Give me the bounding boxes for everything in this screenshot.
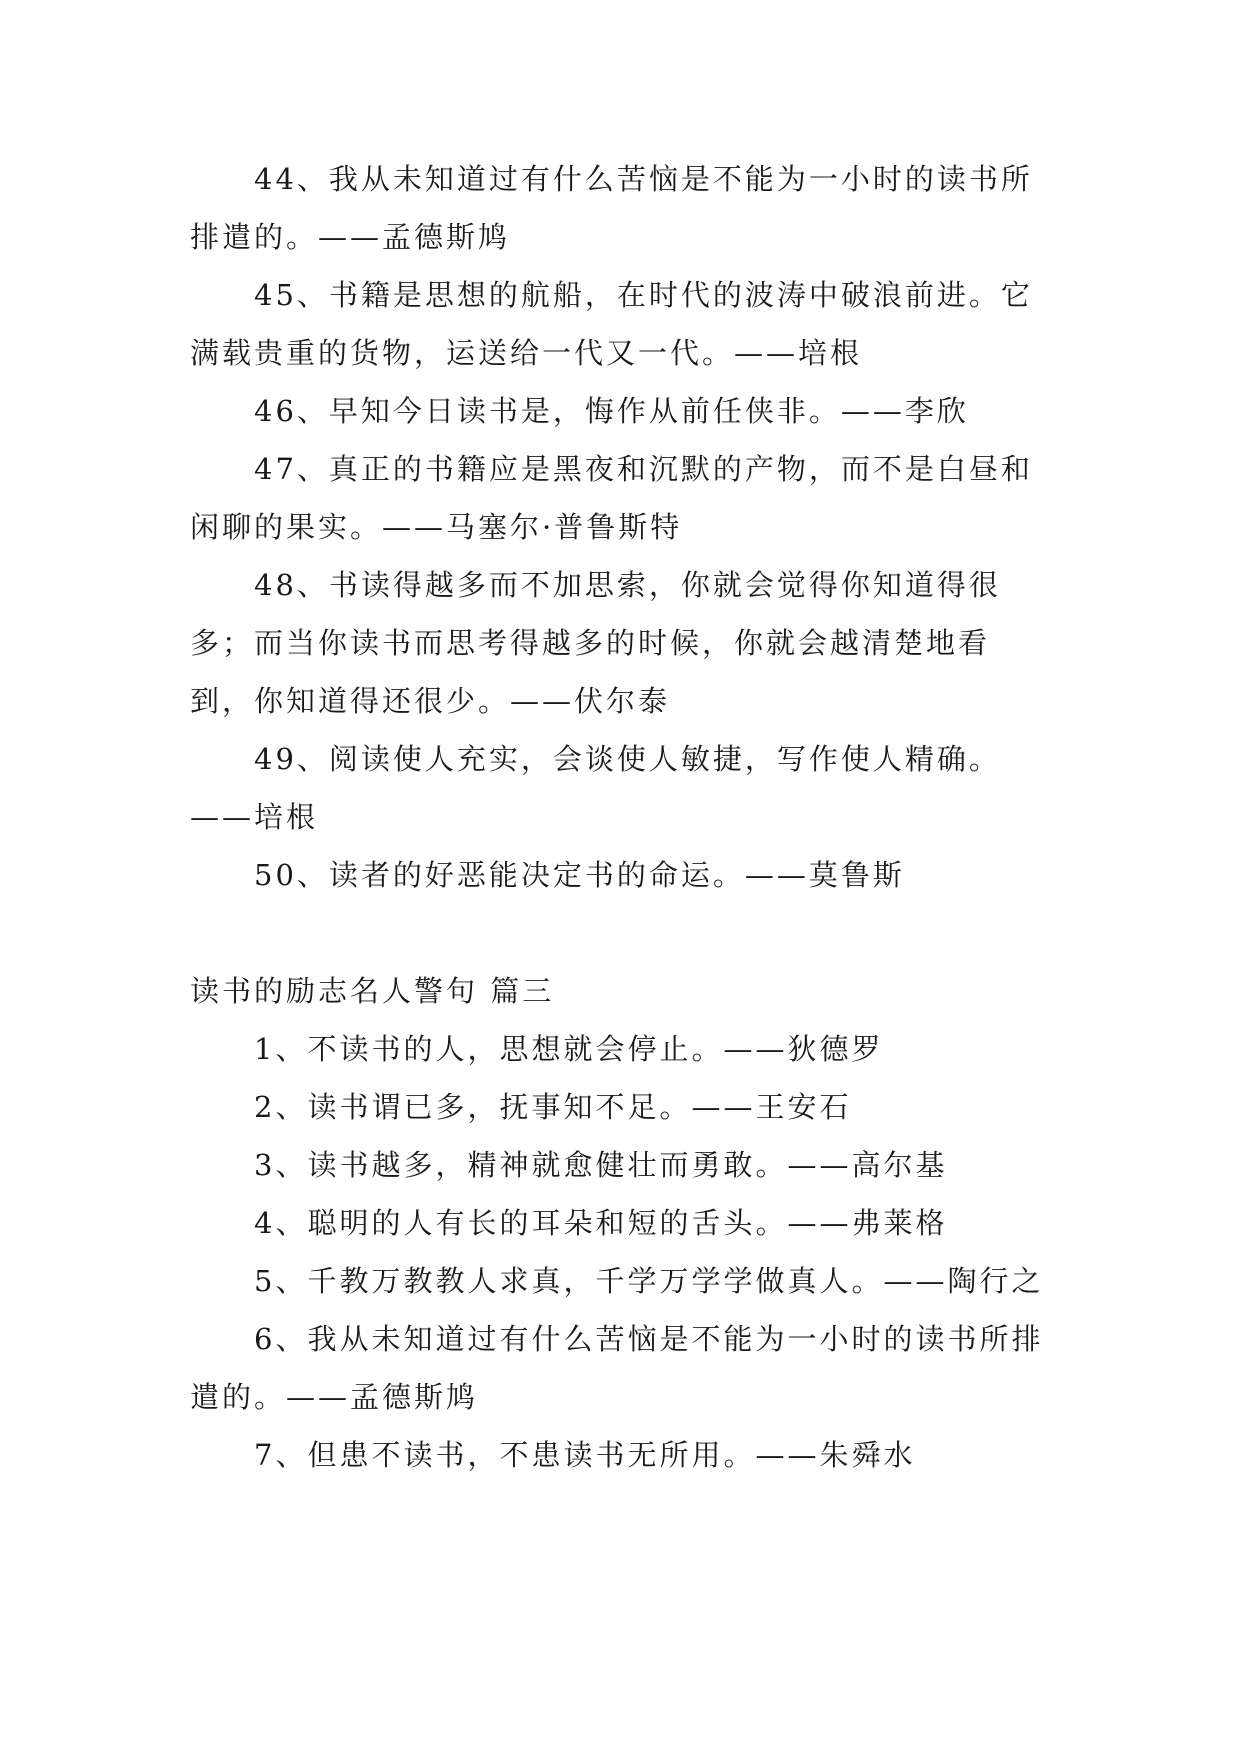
section-heading: 读书的励志名人警句 篇三: [190, 974, 555, 1008]
quote-paragraph: 3、读书越多，精神就愈健壮而勇敢。——高尔基: [254, 1148, 948, 1182]
quote-paragraph: 45、书籍是思想的航船，在时代的波涛中破浪前进。它满载贵重的货物，运送给一代又一代。——培根: [190, 278, 1033, 370]
quote-paragraph: 50、读者的好恶能决定书的命运。——莫鲁斯: [254, 858, 905, 892]
quote-paragraph: 7、但患不读书，不患读书无所用。——朱舜水: [254, 1438, 916, 1472]
quote-paragraph: 2、读书谓已多，抚事知不足。——王安石: [254, 1090, 852, 1124]
quote-paragraph: 5、千教万教教人求真，千学万学学做真人。——陶行之: [254, 1264, 1044, 1298]
quote-paragraph: 1、不读书的人，思想就会停止。——狄德罗: [254, 1032, 884, 1066]
quote-paragraph: 48、书读得越多而不加思索，你就会觉得你知道得很多；而当你读书而思考得越多的时候，你就会越清楚地看到，你知道得还很少。——伏尔泰: [190, 568, 1001, 718]
quote-paragraph: 49、阅读使人充实，会谈使人敏捷，写作使人精确。——培根: [190, 742, 1001, 834]
quote-paragraph: 47、真正的书籍应是黑夜和沉默的产物，而不是白昼和闲聊的果实。——马塞尔·普鲁斯特: [190, 452, 1033, 544]
quote-paragraph: 46、早知今日读书是，悔作从前任侠非。——李欣: [254, 394, 969, 428]
quote-paragraph: 44、我从未知道过有什么苦恼是不能为一小时的读书所排遣的。——孟德斯鸠: [190, 162, 1033, 254]
quote-paragraph: 6、我从未知道过有什么苦恼是不能为一小时的读书所排遣的。——孟德斯鸠: [190, 1322, 1044, 1414]
document-body: [190, 150, 1050, 1484]
quote-paragraph: 4、聪明的人有长的耳朵和短的舌头。——弗莱格: [254, 1206, 948, 1240]
